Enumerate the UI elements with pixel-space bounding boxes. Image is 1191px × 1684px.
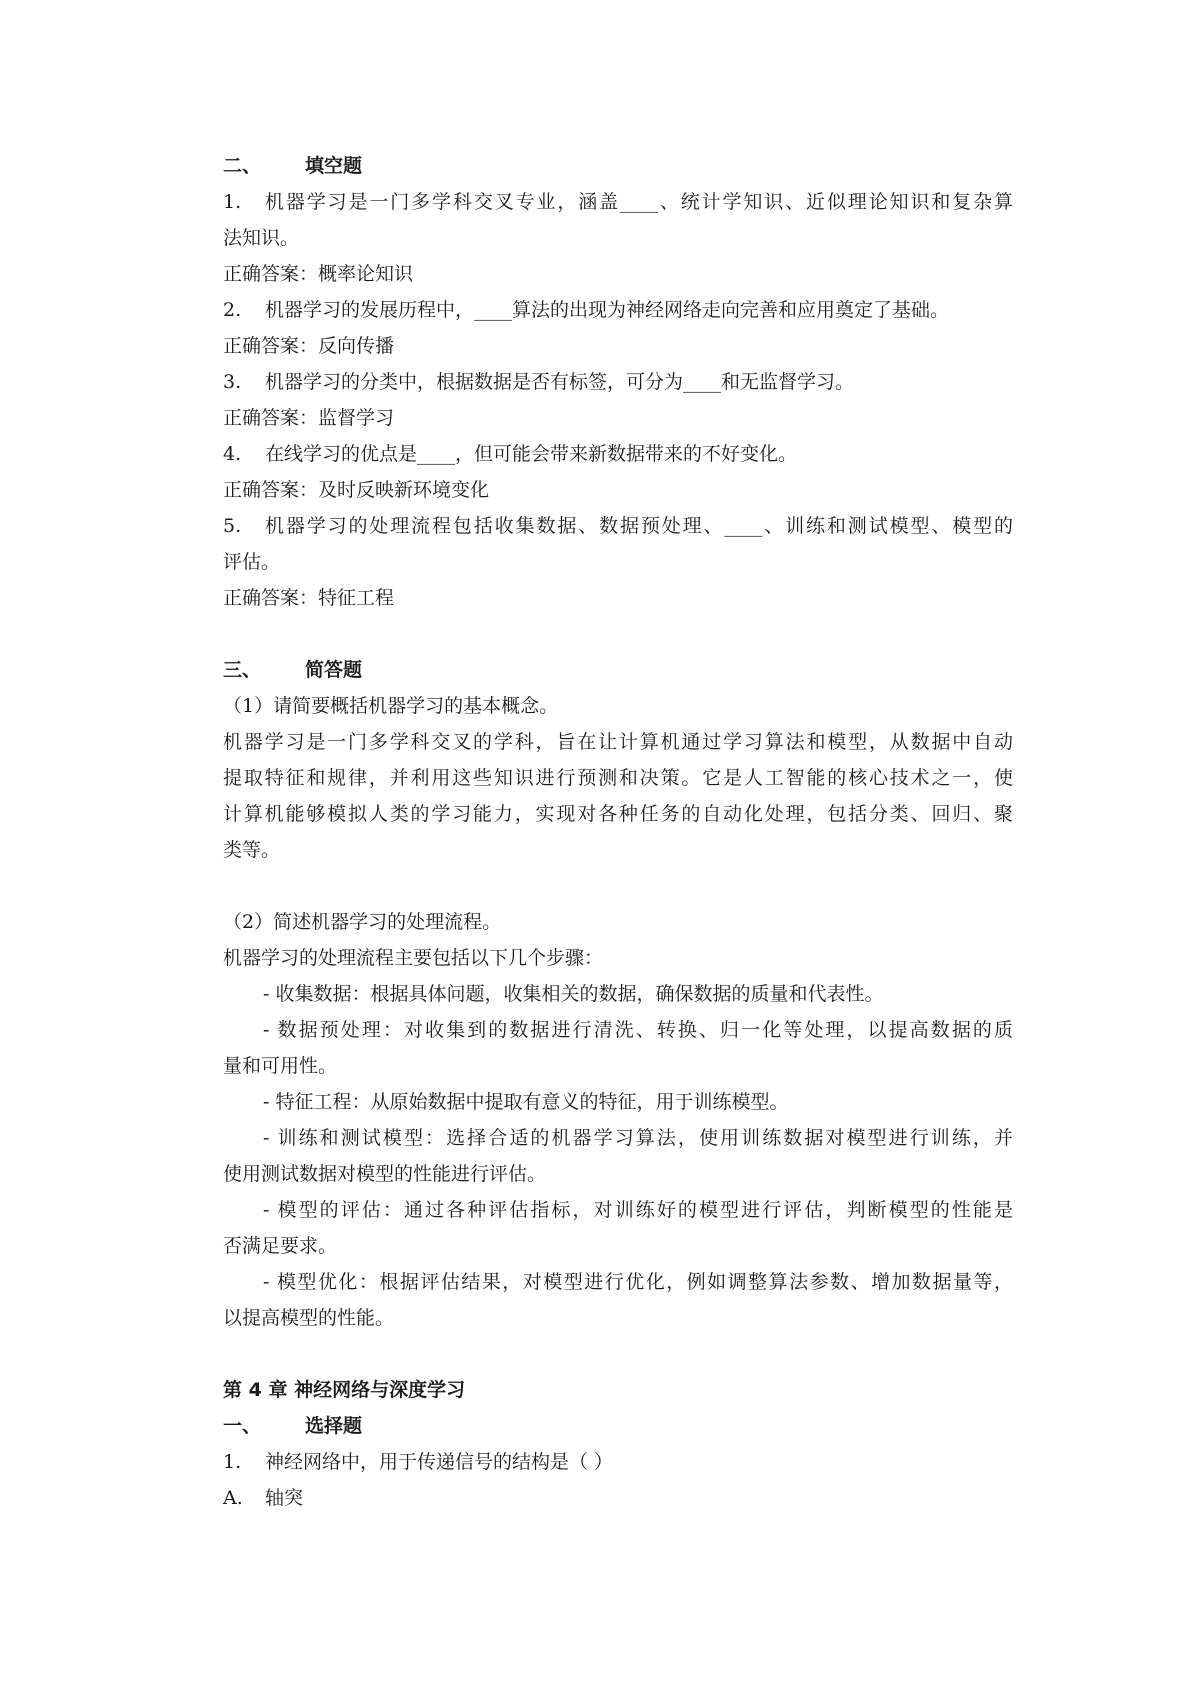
question-3 xyxy=(223,364,1013,400)
section-heading-fill-blank xyxy=(223,148,1013,184)
question-text: 机器学习的处理流程包括收集数据、数据预处理、____、训练和测试模型、模型的 xyxy=(265,515,1013,537)
section-number: 一、 xyxy=(223,1415,262,1437)
question-4 xyxy=(223,436,1013,472)
section-number: 三、 xyxy=(223,659,262,681)
question-text: 机器学习是一门多学科交叉专业，涵盖____、统计学知识、近似理论知识和复杂算 xyxy=(265,191,1013,213)
short-question-2-title: （2）简述机器学习的处理流程。 xyxy=(223,911,502,933)
step-train-test-cont: 使用测试数据对模型的性能进行评估。 xyxy=(223,1163,547,1185)
paragraph-intro: 机器学习的处理流程主要包括以下几个步骤： xyxy=(223,947,604,969)
choice-question-1 xyxy=(223,1444,1013,1480)
answer-3: 正确答案：监督学习 xyxy=(223,407,395,429)
question-number: 4. xyxy=(223,443,242,465)
section-title: 简答题 xyxy=(305,659,363,681)
question-text-cont: 评估。 xyxy=(223,551,281,573)
step-evaluate: - 模型的评估：通过各种评估指标，对训练好的模型进行评估，判断模型的性能是 xyxy=(263,1199,1013,1221)
step-feature-engineering: - 特征工程：从原始数据中提取有意义的特征，用于训练模型。 xyxy=(263,1091,789,1113)
question-1 xyxy=(223,184,1013,220)
step-optimize-cont: 以提高模型的性能。 xyxy=(223,1307,395,1329)
question-text: 神经网络中，用于传递信号的结构是（ ） xyxy=(265,1451,614,1473)
question-number: 1. xyxy=(223,191,242,213)
step-optimize: - 模型优化：根据评估结果，对模型进行优化，例如调整算法参数、增加数据量等， xyxy=(263,1271,1013,1293)
option-text: 轴突 xyxy=(265,1487,304,1509)
question-text: 机器学习的发展历程中，____算法的出现为神经网络走向完善和应用奠定了基础。 xyxy=(265,299,950,321)
step-train-test: - 训练和测试模型：选择合适的机器学习算法，使用训练数据对模型进行训练，并 xyxy=(263,1127,1013,1149)
answer-4: 正确答案：及时反映新环境变化 xyxy=(223,479,490,501)
step-collect-data: - 收集数据：根据具体问题，收集相关的数据，确保数据的质量和代表性。 xyxy=(263,983,884,1005)
question-number: 2. xyxy=(223,299,242,321)
section-heading-multiple-choice xyxy=(223,1408,1013,1444)
answer-1: 正确答案：概率论知识 xyxy=(223,263,414,285)
question-text: 机器学习的分类中，根据数据是否有标签，可分为____和无监督学习。 xyxy=(265,371,855,393)
answer-5: 正确答案：特征工程 xyxy=(223,587,395,609)
section-number: 二、 xyxy=(223,155,262,177)
short-question-1-title: （1）请简要概括机器学习的基本概念。 xyxy=(223,695,559,717)
step-evaluate-cont: 否满足要求。 xyxy=(223,1235,338,1257)
option-a xyxy=(223,1480,1013,1516)
question-5 xyxy=(223,508,1013,544)
step-preprocess-cont: 量和可用性。 xyxy=(223,1055,338,1077)
paragraph-line: 计算机能够模拟人类的学习能力，实现对各种任务的自动化处理，包括分类、回归、聚 xyxy=(223,803,1013,825)
paragraph-line: 机器学习是一门多学科交叉的学科，旨在让计算机通过学习算法和模型，从数据中自动 xyxy=(223,731,1013,753)
question-number: 1. xyxy=(223,1451,242,1473)
chapter-title: 第 4 章 神经网络与深度学习 xyxy=(223,1379,466,1401)
question-number: 5. xyxy=(223,515,242,537)
paragraph-line: 提取特征和规律，并利用这些知识进行预测和决策。它是人工智能的核心技术之一，使 xyxy=(223,767,1013,789)
question-number: 3. xyxy=(223,371,242,393)
section-title: 填空题 xyxy=(305,155,363,177)
section-heading-short-answer xyxy=(223,652,1013,688)
document-page xyxy=(223,148,1013,1516)
answer-2: 正确答案：反向传播 xyxy=(223,335,395,357)
question-2 xyxy=(223,292,1013,328)
section-title: 选择题 xyxy=(305,1415,363,1437)
option-label: A. xyxy=(223,1487,243,1509)
paragraph-line: 类等。 xyxy=(223,839,281,861)
question-text: 在线学习的优点是____，但可能会带来新数据带来的不好变化。 xyxy=(265,443,798,465)
question-text-cont: 法知识。 xyxy=(223,227,300,249)
step-preprocess: - 数据预处理：对收集到的数据进行清洗、转换、归一化等处理，以提高数据的质 xyxy=(263,1019,1013,1041)
